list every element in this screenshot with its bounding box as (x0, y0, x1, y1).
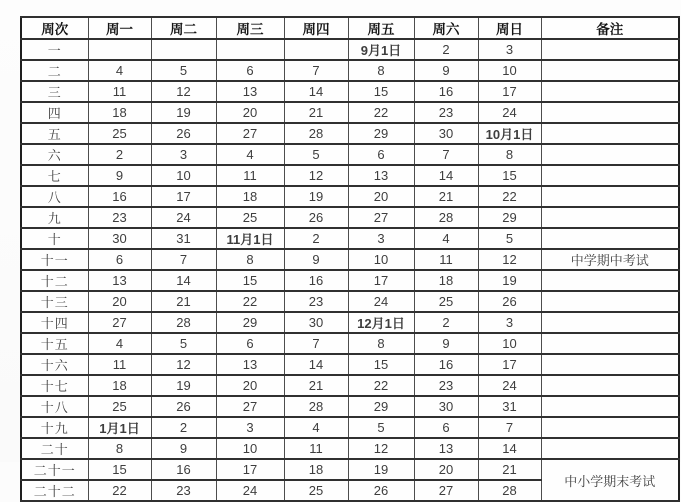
day-cell: 4 (88, 60, 151, 81)
day-cell: 27 (216, 123, 284, 144)
day-cell: 16 (414, 354, 478, 375)
day-cell: 15 (216, 270, 284, 291)
month-start-date-cell: 9月1日 (348, 39, 414, 60)
remark-cell (541, 186, 679, 207)
week-number-cell: 十三 (21, 291, 88, 312)
day-cell: 25 (284, 480, 348, 501)
week-number-cell: 五 (21, 123, 88, 144)
table-row (21, 165, 679, 186)
day-cell: 16 (88, 186, 151, 207)
day-cell: 6 (88, 249, 151, 270)
table-row (21, 123, 679, 144)
remark-cell (541, 81, 679, 102)
table-row (21, 60, 679, 81)
day-cell: 28 (284, 396, 348, 417)
day-cell: 21 (284, 102, 348, 123)
day-cell: 18 (284, 459, 348, 480)
day-cell: 25 (414, 291, 478, 312)
day-cell: 16 (284, 270, 348, 291)
day-cell: 3 (151, 144, 216, 165)
day-cell (216, 39, 284, 60)
day-cell: 31 (478, 396, 541, 417)
remark-cell (541, 333, 679, 354)
day-cell: 4 (88, 333, 151, 354)
school-calendar-table (20, 16, 680, 502)
day-cell: 7 (284, 333, 348, 354)
day-cell: 10 (348, 249, 414, 270)
day-cell: 20 (216, 375, 284, 396)
day-cell: 7 (284, 60, 348, 81)
day-cell: 6 (216, 333, 284, 354)
header-thursday: 周四 (284, 17, 348, 39)
week-number-cell: 十九 (21, 417, 88, 438)
table-row (21, 375, 679, 396)
table-row (21, 228, 679, 249)
day-cell: 7 (151, 249, 216, 270)
table-row (21, 459, 679, 480)
remark-cell: 中学期中考试 (541, 249, 679, 270)
week-number-cell: 十五 (21, 333, 88, 354)
day-cell: 11 (216, 165, 284, 186)
table-row (21, 249, 679, 270)
day-cell: 24 (478, 375, 541, 396)
day-cell: 2 (151, 417, 216, 438)
week-number-cell: 二十一 (21, 459, 88, 480)
day-cell: 26 (478, 291, 541, 312)
day-cell: 21 (478, 459, 541, 480)
day-cell: 8 (348, 333, 414, 354)
day-cell: 9 (414, 333, 478, 354)
day-cell: 17 (151, 186, 216, 207)
day-cell: 22 (478, 186, 541, 207)
day-cell: 22 (216, 291, 284, 312)
week-number-cell: 三 (21, 81, 88, 102)
remark-cell (541, 270, 679, 291)
day-cell: 10 (478, 60, 541, 81)
day-cell: 30 (414, 123, 478, 144)
week-number-cell: 六 (21, 144, 88, 165)
day-cell: 29 (348, 123, 414, 144)
month-start-date-cell: 10月1日 (478, 123, 541, 144)
table-row (21, 438, 679, 459)
week-number-cell: 十一 (21, 249, 88, 270)
day-cell: 13 (348, 165, 414, 186)
week-number-cell: 十 (21, 228, 88, 249)
day-cell: 28 (284, 123, 348, 144)
day-cell: 21 (284, 375, 348, 396)
header-tuesday: 周二 (151, 17, 216, 39)
day-cell: 28 (414, 207, 478, 228)
day-cell: 31 (151, 228, 216, 249)
day-cell: 25 (216, 207, 284, 228)
remark-cell (541, 123, 679, 144)
day-cell: 27 (216, 396, 284, 417)
table-row (21, 396, 679, 417)
day-cell: 8 (216, 249, 284, 270)
day-cell: 6 (216, 60, 284, 81)
week-number-cell: 十四 (21, 312, 88, 333)
day-cell: 5 (151, 333, 216, 354)
header-week-number: 周次 (21, 17, 88, 39)
day-cell: 17 (348, 270, 414, 291)
table-row (21, 312, 679, 333)
day-cell: 25 (88, 123, 151, 144)
week-number-cell: 二十 (21, 438, 88, 459)
day-cell: 18 (414, 270, 478, 291)
day-cell: 15 (88, 459, 151, 480)
day-cell: 17 (478, 354, 541, 375)
day-cell: 2 (414, 39, 478, 60)
day-cell: 6 (348, 144, 414, 165)
day-cell: 12 (478, 249, 541, 270)
remark-cell (541, 144, 679, 165)
day-cell: 19 (284, 186, 348, 207)
month-start-date-cell: 1月1日 (88, 417, 151, 438)
day-cell: 29 (216, 312, 284, 333)
day-cell: 28 (478, 480, 541, 501)
table-row (21, 417, 679, 438)
day-cell (151, 39, 216, 60)
remark-cell (541, 207, 679, 228)
day-cell: 2 (88, 144, 151, 165)
remark-cell: 中小学期末考试 (541, 459, 679, 501)
day-cell: 23 (284, 291, 348, 312)
table-row (21, 81, 679, 102)
day-cell: 14 (284, 354, 348, 375)
day-cell: 11 (284, 438, 348, 459)
day-cell: 10 (216, 438, 284, 459)
day-cell: 24 (151, 207, 216, 228)
table-row (21, 186, 679, 207)
header-friday: 周五 (348, 17, 414, 39)
header-monday: 周一 (88, 17, 151, 39)
week-number-cell: 十二 (21, 270, 88, 291)
day-cell: 23 (414, 375, 478, 396)
month-start-date-cell: 11月1日 (216, 228, 284, 249)
remark-cell (541, 60, 679, 81)
table-row (21, 144, 679, 165)
day-cell: 23 (151, 480, 216, 501)
day-cell: 26 (151, 396, 216, 417)
day-cell: 29 (348, 396, 414, 417)
day-cell: 8 (348, 60, 414, 81)
remark-cell (541, 417, 679, 438)
day-cell: 5 (284, 144, 348, 165)
day-cell: 19 (151, 102, 216, 123)
day-cell: 30 (414, 396, 478, 417)
table-row (21, 102, 679, 123)
remark-cell (541, 438, 679, 459)
day-cell: 8 (88, 438, 151, 459)
month-start-date-cell: 12月1日 (348, 312, 414, 333)
remark-cell (541, 102, 679, 123)
day-cell: 8 (478, 144, 541, 165)
week-number-cell: 二 (21, 60, 88, 81)
day-cell: 22 (348, 102, 414, 123)
table-row (21, 39, 679, 60)
day-cell: 15 (478, 165, 541, 186)
day-cell: 5 (348, 417, 414, 438)
header-remarks: 备注 (541, 17, 679, 39)
day-cell: 10 (478, 333, 541, 354)
week-number-cell: 七 (21, 165, 88, 186)
day-cell: 3 (478, 39, 541, 60)
week-number-cell: 二十二 (21, 480, 88, 501)
day-cell: 16 (414, 81, 478, 102)
header-wednesday: 周三 (216, 17, 284, 39)
day-cell: 18 (88, 375, 151, 396)
day-cell: 20 (414, 459, 478, 480)
remark-cell (541, 39, 679, 60)
remark-cell (541, 165, 679, 186)
week-number-cell: 十七 (21, 375, 88, 396)
day-cell: 13 (88, 270, 151, 291)
week-number-cell: 四 (21, 102, 88, 123)
day-cell: 25 (88, 396, 151, 417)
day-cell: 3 (478, 312, 541, 333)
day-cell: 9 (414, 60, 478, 81)
day-cell: 9 (284, 249, 348, 270)
day-cell: 27 (414, 480, 478, 501)
table-row (21, 354, 679, 375)
day-cell: 30 (284, 312, 348, 333)
day-cell: 21 (414, 186, 478, 207)
header-row (21, 17, 679, 39)
day-cell: 12 (151, 354, 216, 375)
day-cell: 12 (151, 81, 216, 102)
day-cell: 23 (414, 102, 478, 123)
day-cell: 5 (478, 228, 541, 249)
day-cell: 2 (284, 228, 348, 249)
day-cell: 20 (216, 102, 284, 123)
day-cell: 19 (478, 270, 541, 291)
day-cell: 19 (151, 375, 216, 396)
day-cell: 17 (478, 81, 541, 102)
day-cell: 20 (88, 291, 151, 312)
day-cell: 9 (151, 438, 216, 459)
day-cell: 7 (478, 417, 541, 438)
remark-cell (541, 354, 679, 375)
day-cell: 13 (216, 354, 284, 375)
calendar-body (21, 39, 679, 501)
table-row (21, 291, 679, 312)
table-row (21, 207, 679, 228)
day-cell: 9 (88, 165, 151, 186)
header-saturday: 周六 (414, 17, 478, 39)
day-cell: 3 (216, 417, 284, 438)
day-cell: 19 (348, 459, 414, 480)
day-cell: 11 (88, 354, 151, 375)
day-cell: 30 (88, 228, 151, 249)
day-cell: 2 (414, 312, 478, 333)
remark-cell (541, 228, 679, 249)
week-number-cell: 一 (21, 39, 88, 60)
header-sunday: 周日 (478, 17, 541, 39)
day-cell: 24 (478, 102, 541, 123)
week-number-cell: 十六 (21, 354, 88, 375)
day-cell: 20 (348, 186, 414, 207)
day-cell (88, 39, 151, 60)
day-cell: 21 (151, 291, 216, 312)
day-cell: 16 (151, 459, 216, 480)
day-cell: 18 (88, 102, 151, 123)
day-cell: 27 (348, 207, 414, 228)
day-cell: 5 (151, 60, 216, 81)
day-cell: 4 (284, 417, 348, 438)
remark-cell (541, 312, 679, 333)
day-cell: 29 (478, 207, 541, 228)
day-cell: 22 (348, 375, 414, 396)
day-cell: 7 (414, 144, 478, 165)
day-cell: 14 (414, 165, 478, 186)
day-cell: 26 (151, 123, 216, 144)
week-number-cell: 九 (21, 207, 88, 228)
week-number-cell: 十八 (21, 396, 88, 417)
day-cell: 12 (348, 438, 414, 459)
day-cell: 10 (151, 165, 216, 186)
day-cell: 14 (151, 270, 216, 291)
day-cell: 26 (284, 207, 348, 228)
remark-cell (541, 375, 679, 396)
day-cell: 23 (88, 207, 151, 228)
day-cell: 24 (348, 291, 414, 312)
day-cell: 14 (284, 81, 348, 102)
table-row (21, 270, 679, 291)
day-cell: 14 (478, 438, 541, 459)
day-cell: 22 (88, 480, 151, 501)
day-cell: 4 (414, 228, 478, 249)
day-cell (284, 39, 348, 60)
day-cell: 11 (414, 249, 478, 270)
day-cell: 15 (348, 354, 414, 375)
remark-cell (541, 291, 679, 312)
day-cell: 4 (216, 144, 284, 165)
day-cell: 26 (348, 480, 414, 501)
day-cell: 15 (348, 81, 414, 102)
day-cell: 12 (284, 165, 348, 186)
week-number-cell: 八 (21, 186, 88, 207)
day-cell: 3 (348, 228, 414, 249)
day-cell: 28 (151, 312, 216, 333)
day-cell: 6 (414, 417, 478, 438)
remark-cell (541, 396, 679, 417)
day-cell: 13 (414, 438, 478, 459)
day-cell: 13 (216, 81, 284, 102)
day-cell: 18 (216, 186, 284, 207)
table-row (21, 333, 679, 354)
day-cell: 24 (216, 480, 284, 501)
day-cell: 11 (88, 81, 151, 102)
day-cell: 27 (88, 312, 151, 333)
day-cell: 17 (216, 459, 284, 480)
